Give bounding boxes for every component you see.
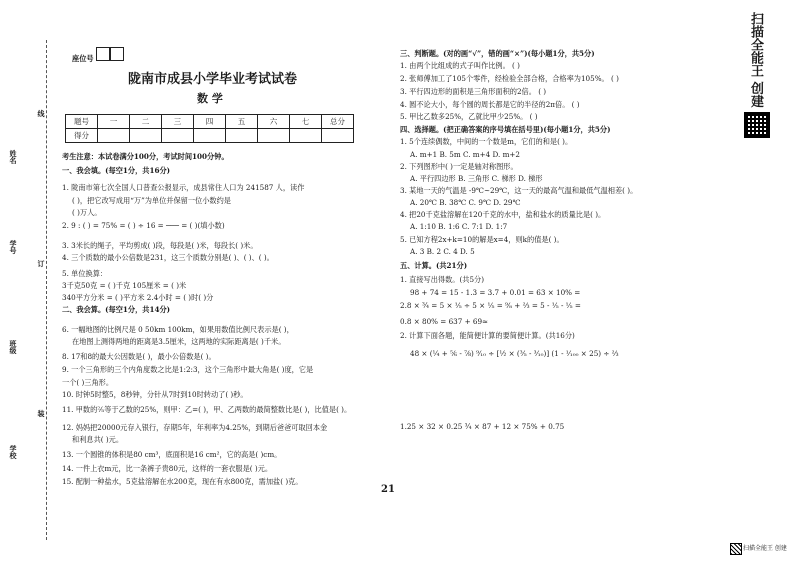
score-row-label: 得分 xyxy=(66,129,98,143)
score-header: 二 xyxy=(130,115,162,129)
left-question-line: ( )，把它改写成用“万”为单位并保留一位小数约是 xyxy=(72,196,231,205)
seat-box xyxy=(96,47,110,61)
left-question-line: 14. 一件上衣m元，比一条裤子贵80元，这样的一套衣服是( )元。 xyxy=(62,464,273,473)
left-question-line: 8. 17和8的最大公因数是( )，最小公倍数是( )。 xyxy=(62,352,216,361)
score-cell xyxy=(290,129,322,143)
left-question-line: 3. 3米长的绳子，平均剪成( )段，每段是( )米，每段长( )米。 xyxy=(62,241,258,250)
score-cell xyxy=(194,129,226,143)
left-question-line: 2. 9 : ( ) = 75% = ( ) ÷ 16 = ─── = ( )(填小数) xyxy=(62,221,225,230)
side-label-name: 姓名 xyxy=(9,150,18,164)
seal-word-2: 订 xyxy=(37,260,46,267)
score-header: 七 xyxy=(290,115,322,129)
right-question-line: 48 × (¼ + ⅚ - ⅞) ⁹⁄₁₀ ÷ [½ × (⅗ - ³⁄₁₀)] (1 - ¹⁄₁₀₀ × 25) ÷ ⅔ xyxy=(410,349,619,358)
left-question-line: 5. 单位换算： xyxy=(62,269,108,278)
page-number: 21 xyxy=(381,484,395,495)
score-header: 三 xyxy=(162,115,194,129)
right-question-line: 1. 由两个比组成的式子叫作比例。 ( ) xyxy=(400,61,520,70)
score-cell xyxy=(162,129,194,143)
left-question-line: 10. 时钟5时整5，8秒钟，分针从7时到10时转动了( )秒。 xyxy=(62,390,248,399)
right-question-line: 4. 圆不论大小，每个圆的周长都是它的半径的2π倍。 ( ) xyxy=(400,100,580,109)
right-question-line: 4. 把20千克盐溶解在120千克的水中，盐和盐水的质量比是( )。 xyxy=(400,210,606,219)
binding-line xyxy=(46,40,47,540)
right-question-line: A. m+1 B. 5m C. m+4 D. m+2 xyxy=(410,150,520,159)
right-question-line: 2.8 × ¾ = 5 × ⅕ ÷ 5 × ⅕ = ⁹⁄₈ + ⅔ = 5 - ⅕ - ⅕ = xyxy=(400,301,581,310)
score-header: 题号 xyxy=(66,115,98,129)
score-table-header-row xyxy=(66,115,354,129)
score-cell xyxy=(98,129,130,143)
side-label-class: 班级 xyxy=(9,340,18,354)
left-question-line: 6. 一幅地图的比例尺是 0 50km 100km，如果用数值比例尺表示是( )， xyxy=(62,325,294,334)
left-question-line: 11. 甲数的⅖等于乙数的25%，则甲：乙=( )，甲、乙两数的最简整数比是( )，比值是( )。 xyxy=(62,405,352,414)
right-question-line: 1.25 × 32 × 0.25 ¾ × 87 + 12 × 75% + 0.75 xyxy=(400,422,565,431)
right-question-line: A. 20℃ B. 38℃ C. 9℃ D. 29℃ xyxy=(410,198,521,207)
left-question-line: 1. 陇南市第七次全国人口普查公报显示，成县常住人口为 241587 人，读作 xyxy=(62,183,305,192)
right-question-line: A. 3 B. 2 C. 4 D. 5 xyxy=(410,247,475,256)
score-table-score-row xyxy=(66,129,354,143)
score-table xyxy=(65,114,354,143)
right-question-line: 2. 计算下面各题，能简便计算的要简便计算。(共16分) xyxy=(400,331,575,340)
seat-number xyxy=(72,47,124,62)
scanner-watermark: 扫描全能王 创建 xyxy=(748,12,763,108)
score-header: 五 xyxy=(226,115,258,129)
left-question-line: 340平方分米 = ( )平方米 2.4小时 = ( )时( )分 xyxy=(62,293,214,302)
left-question-line: 12. 妈妈把20000元存入银行，存期5年，年利率为4.25%，到期后爸爸可取回本金 xyxy=(62,423,328,432)
score-header: 四 xyxy=(194,115,226,129)
left-question-line: 15. 配制一种盐水，5克盐溶解在水200克，现在有水800克，需加盐( )克。 xyxy=(62,477,303,486)
seat-box xyxy=(110,47,124,61)
exam-notice: 考生注意：本试卷满分100分，考试时间100分钟。 xyxy=(62,152,229,161)
score-cell xyxy=(258,129,290,143)
left-question-line: 和利息共( )元。 xyxy=(72,435,124,444)
left-question-line: 一个( )三角形。 xyxy=(62,378,114,387)
left-question-line: 13. 一个圆锥的体积是80 cm³，底面积是16 cm²，它的高是( )cm。 xyxy=(62,450,282,459)
seal-word-3: 装 xyxy=(37,410,46,417)
right-question-line: 5. 甲比乙数多25%，乙就比甲少25%。 ( ) xyxy=(400,112,538,121)
score-header: 一 xyxy=(98,115,130,129)
score-cell xyxy=(226,129,258,143)
side-label-student-no: 学号 xyxy=(9,240,18,254)
side-label-school: 学校 xyxy=(9,445,18,459)
right-question-line: 2. 张师傅加工了105个零件，经检验全部合格，合格率为105%。 ( ) xyxy=(400,74,619,83)
left-question-line: 4. 三个质数的最小公倍数是231，这三个质数分别是( )、( )、( )。 xyxy=(62,253,274,262)
left-question-line: ( )万人。 xyxy=(72,208,102,217)
right-question-line: 四、选择题。(把正确答案的序号填在括号里)(每小题1分，共5分) xyxy=(400,125,611,134)
right-question-line: 2. 下列图形中( )一定是轴对称图形。 xyxy=(400,162,518,171)
right-question-line: 98 + 74 = 15 - 1.3 = 3.7 + 0.01 = 63 × 10% = xyxy=(410,288,581,297)
score-header: 六 xyxy=(258,115,290,129)
left-question-line: 在地图上测得两地的距离是3.5厘米，这两地的实际距离是( )千米。 xyxy=(72,337,286,346)
right-question-line: 1. 直接写出得数。(共5分) xyxy=(400,275,485,284)
right-question-line: A. 1:10 B. 1:6 C. 7:1 D. 1:7 xyxy=(410,222,508,231)
right-question-line: 3. 某地一天的气温是 -9℃~29℃，这一天的最高气温和最低气温相差( )。 xyxy=(400,186,638,195)
right-question-line: 0.8 × 80% = 637 + 69≈ xyxy=(400,317,489,326)
score-cell xyxy=(130,129,162,143)
right-question-line: 五、计算。(共21分) xyxy=(400,261,468,270)
right-question-line: 5. 已知方程2x+k=10的解是x=4，则k的值是( )。 xyxy=(400,235,564,244)
left-question-line: 一、我会填。(每空1分，共16分) xyxy=(62,166,171,175)
score-header: 总分 xyxy=(322,115,354,129)
right-question-line: A. 平行四边形 B. 三角形 C. 梯形 D. 梯形 xyxy=(410,174,543,183)
seat-label: 座位号 xyxy=(72,54,94,63)
right-question-line: 三、判断题。(对的画“√”，错的画“×”)(每小题1分，共5分) xyxy=(400,49,595,58)
score-cell xyxy=(322,129,354,143)
seal-word-1: 线 xyxy=(37,110,46,117)
left-question-line: 3千克50克 = ( )千克 105厘米 = ( )米 xyxy=(62,281,187,290)
corner-qr-icon xyxy=(730,543,742,555)
right-question-line: 1. 5个连续偶数，中间的一个数是m，它们的和是( )。 xyxy=(400,137,573,146)
left-question-line: 9. 一个三角形的三个内角度数之比是1:2:3，这个三角形中最大角是( )度，它是 xyxy=(62,365,314,374)
qr-code-icon xyxy=(744,112,770,138)
exam-title: 陇南市成县小学毕业考试试卷 xyxy=(128,72,298,87)
exam-subject: 数 学 xyxy=(197,92,223,105)
right-question-line: 3. 平行四边形的面积是三角形面积的2倍。 ( ) xyxy=(400,87,547,96)
left-question-line: 二、我会算。(每空1分，共14分) xyxy=(62,305,171,314)
corner-mark: 扫描全能王 创建 xyxy=(743,545,787,552)
